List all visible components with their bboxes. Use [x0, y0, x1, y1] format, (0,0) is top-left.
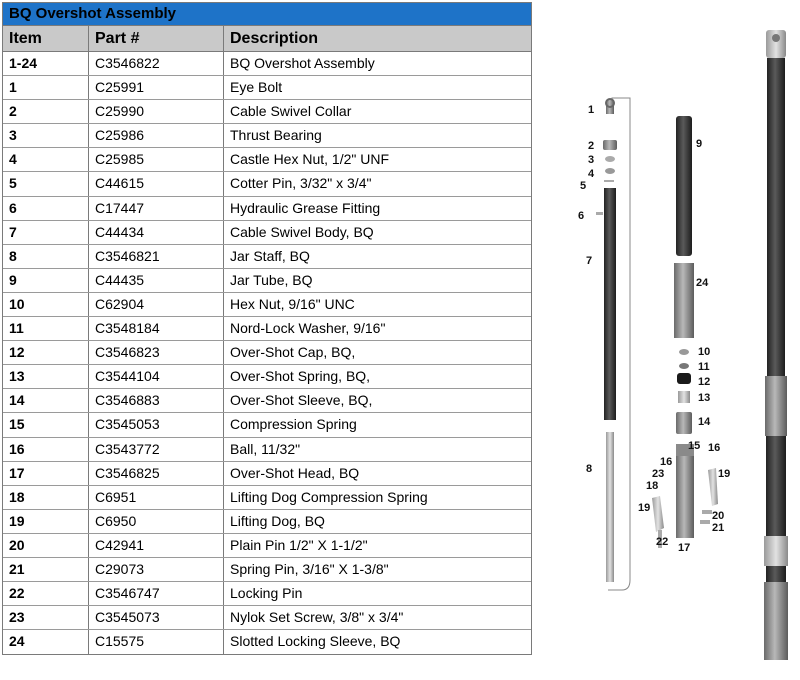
callout-label: 13 [698, 392, 711, 404]
row-item: 18 [3, 486, 89, 509]
callout-label: 20 [712, 510, 725, 522]
callout-label: 16 [660, 456, 673, 468]
row-part-number: C3546747 [89, 582, 224, 605]
row-part-number: C3545073 [89, 606, 224, 629]
table-row [3, 269, 531, 293]
table-row [3, 389, 531, 413]
row-description: Locking Pin [230, 585, 303, 602]
eye-bolt [606, 99, 614, 114]
row-description: Nylok Set Screw, 3/8" x 3/4" [230, 609, 404, 626]
jar-tube [676, 116, 692, 256]
row-part-number: C3546825 [89, 462, 224, 485]
thrust-bearing [605, 156, 615, 162]
table-row [3, 317, 531, 341]
row-part-number: C3548184 [89, 317, 224, 340]
callout-label: 16 [708, 442, 721, 454]
row-part-number: C3544104 [89, 365, 224, 388]
table-row [3, 197, 531, 221]
hex-nut [679, 349, 689, 355]
row-description: Ball, 11/32" [230, 440, 301, 457]
row-item: 12 [3, 341, 89, 364]
row-part-number: C42941 [89, 534, 224, 557]
row-description: Cable Swivel Body, BQ [230, 223, 374, 240]
callout-label: 17 [678, 542, 691, 554]
table-row [3, 413, 531, 437]
row-description: Compression Spring [230, 416, 357, 433]
row-item: 2 [3, 100, 89, 123]
callout-label: 9 [696, 138, 703, 150]
castle-nut [605, 168, 615, 174]
callout-label: 22 [656, 536, 669, 548]
row-description: Plain Pin 1/2" X 1-1/2" [230, 536, 368, 553]
table-row [3, 52, 531, 76]
assembled-overshot [764, 30, 788, 660]
callout-label: 7 [586, 255, 593, 267]
table-row [3, 124, 531, 148]
spring-pin [700, 520, 710, 524]
row-item: 10 [3, 293, 89, 316]
lifting-dog-left [652, 496, 664, 532]
swivel-collar [603, 140, 617, 150]
row-description: Eye Bolt [230, 79, 283, 96]
header-description: Description [230, 30, 319, 47]
callout-label: 21 [712, 522, 725, 534]
row-description: Nord-Lock Washer, 9/16" [230, 320, 386, 337]
callout-label: 14 [698, 416, 711, 428]
callout-label: 5 [580, 180, 587, 192]
callout-label: 10 [698, 346, 711, 358]
row-description: Over-Shot Spring, BQ, [230, 368, 371, 385]
row-part-number: C17447 [89, 197, 224, 220]
row-part-number: C3543772 [89, 438, 224, 461]
locking-sleeve [674, 263, 694, 338]
row-part-number: C44435 [89, 269, 224, 292]
row-item: 9 [3, 269, 89, 292]
callout-label: 1 [588, 104, 595, 116]
row-item: 24 [3, 630, 89, 654]
row-item: 23 [3, 606, 89, 629]
row-item: 11 [3, 317, 89, 340]
callout-label: 23 [652, 468, 665, 480]
header-part: Part # [89, 26, 224, 51]
row-description: Spring Pin, 3/16" X 1-3/8" [230, 560, 389, 577]
row-item: 4 [3, 148, 89, 171]
row-item: 20 [3, 534, 89, 557]
callout-label: 8 [586, 463, 593, 475]
row-description: Jar Staff, BQ [230, 247, 310, 264]
row-item: 13 [3, 365, 89, 388]
row-description: Over-Shot Cap, BQ, [230, 344, 356, 361]
row-item: 1-24 [3, 52, 89, 75]
overshot-spring [678, 391, 690, 403]
table-row [3, 582, 531, 606]
jar-staff [606, 432, 614, 582]
row-description: Cable Swivel Collar [230, 103, 352, 120]
row-part-number: C3545053 [89, 413, 224, 436]
cotter-pin [604, 180, 614, 182]
row-description: Hex Nut, 9/16" UNC [230, 295, 355, 312]
row-description: Jar Tube, BQ [230, 271, 313, 288]
table-row [3, 76, 531, 100]
overshot-head [676, 444, 694, 538]
table-row [3, 148, 531, 172]
row-item: 3 [3, 124, 89, 147]
table-row [3, 558, 531, 582]
row-part-number: C6951 [89, 486, 224, 509]
row-part-number: C3546823 [89, 341, 224, 364]
table-row [3, 365, 531, 389]
table-row [3, 221, 531, 245]
table-row [3, 341, 531, 365]
row-description: BQ Overshot Assembly [230, 55, 375, 71]
cable-swivel-body [604, 188, 616, 420]
row-part-number: C44615 [89, 172, 224, 195]
exploded-diagram [560, 20, 800, 660]
grease-fitting [596, 212, 603, 215]
table-row [3, 630, 531, 654]
row-part-number: C62904 [89, 293, 224, 316]
callout-label: 6 [578, 210, 585, 222]
callout-label: 3 [588, 154, 595, 166]
row-item: 16 [3, 438, 89, 461]
table-row [3, 293, 531, 317]
callout-label: 19 [718, 468, 731, 480]
row-item: 21 [3, 558, 89, 581]
row-description: Lifting Dog Compression Spring [230, 488, 428, 505]
row-item: 7 [3, 221, 89, 244]
row-item: 14 [3, 389, 89, 412]
row-item: 8 [3, 245, 89, 268]
callout-label: 24 [696, 277, 709, 289]
row-description: Over-Shot Sleeve, BQ, [230, 392, 373, 409]
table-row [3, 534, 531, 558]
row-part-number: C15575 [89, 630, 224, 654]
table-row [3, 172, 531, 196]
row-part-number: C44434 [89, 221, 224, 244]
assembly-drawing [560, 20, 800, 660]
plain-pin [702, 510, 712, 514]
callout-label: 4 [588, 168, 595, 180]
row-part-number: C3546822 [89, 52, 224, 75]
row-item: 22 [3, 582, 89, 605]
callout-label: 12 [698, 376, 711, 388]
callout-label: 11 [698, 361, 710, 373]
row-item: 5 [3, 172, 89, 195]
row-item: 15 [3, 413, 89, 436]
row-part-number: C6950 [89, 510, 224, 533]
row-description: Lifting Dog, BQ [230, 512, 325, 529]
row-part-number: C3546821 [89, 245, 224, 268]
row-item: 6 [3, 197, 89, 220]
row-part-number: C3546883 [89, 389, 224, 412]
row-description: Hydraulic Grease Fitting [230, 199, 381, 216]
row-description: Cotter Pin, 3/32" x 3/4" [230, 175, 372, 192]
row-part-number: C25986 [89, 124, 224, 147]
callout-label: 19 [638, 502, 651, 514]
lifting-dog-right [708, 468, 718, 506]
row-part-number: C25985 [89, 148, 224, 171]
row-part-number: C29073 [89, 558, 224, 581]
table-row [3, 245, 531, 269]
overshot-cap [677, 373, 691, 384]
callout-label: 2 [588, 140, 595, 152]
parts-table [2, 2, 532, 655]
row-part-number: C25990 [89, 100, 224, 123]
table-row [3, 438, 531, 462]
table-row [3, 510, 531, 534]
table-title: BQ Overshot Assembly [3, 3, 531, 26]
row-item: 17 [3, 462, 89, 485]
table-row [3, 100, 531, 124]
row-description: Thrust Bearing [230, 127, 322, 144]
row-description: Slotted Locking Sleeve, BQ [230, 633, 401, 650]
callout-label: 18 [646, 480, 659, 492]
overshot-sleeve [676, 412, 692, 434]
lock-washer [679, 363, 689, 369]
table-row [3, 606, 531, 630]
row-item: 19 [3, 510, 89, 533]
row-description: Castle Hex Nut, 1/2" UNF [230, 151, 390, 168]
row-description: Over-Shot Head, BQ [230, 464, 360, 481]
table-row [3, 486, 531, 510]
header-item: Item [3, 26, 89, 51]
row-item: 1 [3, 76, 89, 99]
table-row [3, 462, 531, 486]
row-part-number: C25991 [89, 76, 224, 99]
table-header-row [3, 26, 531, 52]
callout-label: 15 [688, 440, 701, 452]
table-body [3, 52, 531, 654]
